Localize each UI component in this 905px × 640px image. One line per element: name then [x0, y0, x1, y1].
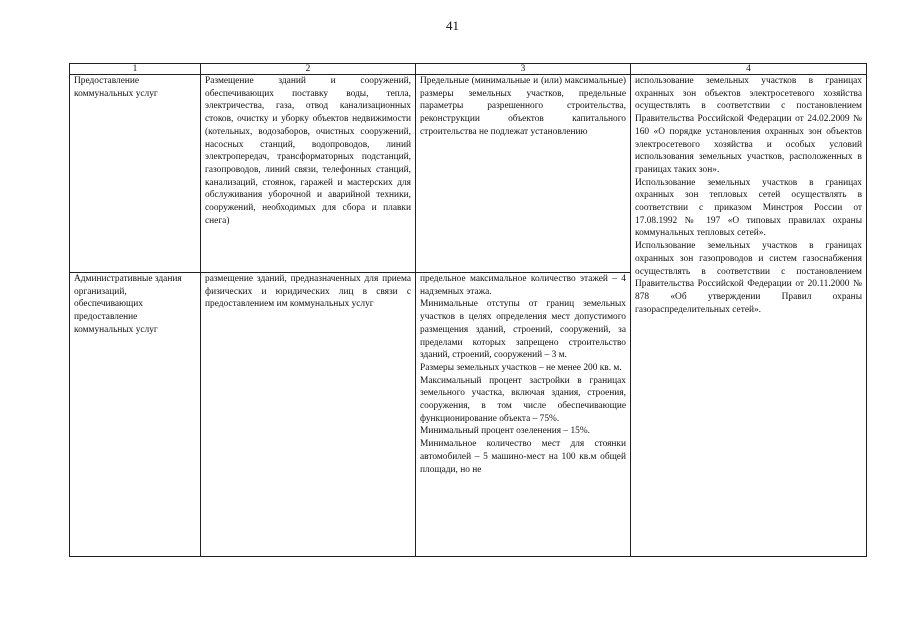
cell-use-type: Административные здания организаций, обеспечивающих предоставление коммунальных услуг [70, 273, 201, 557]
regulations-table [69, 63, 867, 557]
cell-parameters [416, 273, 631, 557]
table-header-row [70, 64, 867, 75]
cell-restrictions [631, 75, 867, 557]
cell-use-type: Предоставление коммунальных услуг [70, 75, 201, 273]
column-header-1: 1 [70, 64, 201, 75]
restriction-paragraph: использование земельных участков в границах охранных зон объектов электросетевого хозяйства осуществлять в соответствии с постановлением Правительства Российской Федерации от 24.02.2009 № 160 «О порядке установления охранных зон объектов электросетевого хозяйства и особых условий использования земельных участков, расположенных в границах таких зон». [635, 76, 862, 175]
cell-use-description: Размещение зданий и сооружений, обеспечивающих поставку воды, тепла, электричества, газа, отвод канализационных стоков, очистку и уборку объектов недвижимости (котельных, водозаборов, очистных сооружений, насосных станций, водопроводов, линий электропередач, трансформаторных подстанций, газопроводов, линий связи, телефонных станций, канализаций, стоянок, гаражей и мастерских для обслуживания уборочной и аварийной техники, сооружений, необходимых для сбора и плавки снега) [201, 75, 416, 273]
column-header-2: 2 [201, 64, 416, 75]
cell-parameters: Предельные (минимальные и (или) максимальные) размеры земельных участков, предельные параметры разрешенного строительства, реконструкции объектов капитального строительства не подлежат установлению [416, 75, 631, 273]
parameter-paragraph: Минимальное количество мест для стоянки автомобилей – 5 машино-мест на 100 кв.м общей площади, но не [420, 439, 626, 475]
column-header-3: 3 [416, 64, 631, 75]
parameter-paragraph: Максимальный процент застройки в границах земельного участка, включая здания, строения, сооружения, в том числе обеспечивающие функционирование объекта – 75%. [420, 375, 626, 424]
page-number: 41 [446, 18, 459, 33]
parameter-paragraph: Размеры земельных участков – не менее 200 кв. м. [420, 362, 622, 373]
parameter-paragraph: Минимальные отступы от границ земельных участков в целях определения мест допустимого размещения зданий, строений, сооружений, за пределами которых запрещено строительство зданий, строений, сооружений – 3 м. [420, 299, 626, 361]
table-row [70, 75, 867, 273]
cell-use-description: размещение зданий, предназначенных для приема физических и юридических лиц в связи с предоставлением им коммунальных услуг [201, 273, 416, 557]
restriction-paragraph: Использование земельных участков в границах охранных зон тепловых сетей осуществлять в соответствии с приказом Минстроя России от 17.08.1992 № 197 «О типовых правилах охраны коммунальных тепловых сетей». [635, 177, 862, 239]
column-header-4: 4 [631, 64, 867, 75]
parameter-paragraph: предельное максимальное количество этажей – 4 надземных этажа. [420, 274, 626, 297]
parameter-paragraph: Минимальный процент озеленения – 15%. [420, 426, 590, 437]
restriction-paragraph: Использование земельных участков в границах охранных зон газопроводов и систем газоснабжения осуществлять в соответствии с постановлением Правительства Российской Федерации от 20.11.2000 № 878 «Об утверждении Правил охраны газораспределительных сетей». [635, 241, 862, 315]
